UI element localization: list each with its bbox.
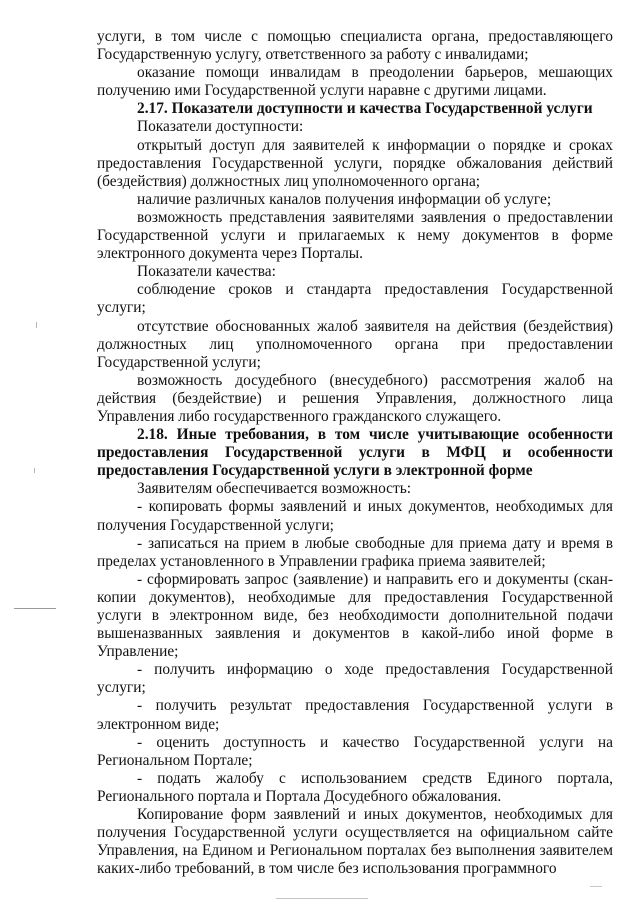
scan-artifact <box>276 898 368 899</box>
scan-artifact <box>14 608 56 609</box>
scan-artifact <box>36 322 37 328</box>
paragraph: возможность досудебного (внесудебного) рассмотрения жалоб на действия (бездействие) и решения Управления, должностного лица Управления либо государственного гражданского служащего. <box>97 371 613 425</box>
section-heading-2-18: 2.18. Иные требования, в том числе учитывающие особенности предоставления Государственной услуги в МФЦ и особенности предоставления Государственной услуги в электронной форме <box>97 426 613 480</box>
paragraph: соблюдение сроков и стандарта предоставления Государственной услуги; <box>97 281 613 317</box>
paragraph: оказание помощи инвалидам в преодолении барьеров, мешающих получению ими Государственной услуги наравне с другими лицами. <box>97 64 613 100</box>
document-body <box>97 28 613 878</box>
paragraph: отсутствие обоснованных жалоб заявителя на действия (бездействия) должностных лиц уполномоченного органа при предоставлении Государственной услуги; <box>97 317 613 371</box>
paragraph: Заявителям обеспечивается возможность: <box>137 480 412 498</box>
paragraph: Показатели качества: <box>137 263 276 281</box>
list-item: - получить информацию о ходе предоставления Государственной услуги; <box>97 661 613 697</box>
list-item: - сформировать запрос (заявление) и направить его и документы (скан-копии документов), необходимые для предоставления Государственной услуги в электронном виде, без необходимости дополнительной подачи вышеназванных заявления и документов в какой-либо иной форме в Управление; <box>97 570 613 661</box>
paragraph: Показатели доступности: <box>137 118 304 136</box>
scan-artifact <box>590 886 602 887</box>
list-item: - оценить доступность и качество Государственной услуги на Региональном Портале; <box>97 733 613 769</box>
paragraph: открытый доступ для заявителей к информации о порядке и сроках предоставления Государственной услуги, порядке обжалования действий (бездействия) должностных лиц уполномоченного органа; <box>97 136 613 190</box>
list-item: - копировать формы заявлений и иных документов, необходимых для получения Государственной услуги; <box>97 498 613 534</box>
list-item: - получить результат предоставления Государственной услуги в электронном виде; <box>97 697 613 733</box>
list-item: - подать жалобу с использованием средств Единого портала, Регионального портала и Портала Досудебного обжалования. <box>97 769 613 805</box>
list-item: - записаться на прием в любые свободные для приема дату и время в пределах установленного в Управлении графика приема заявителей; <box>97 534 613 570</box>
paragraph: наличие различных каналов получения информации об услуге; <box>137 190 552 208</box>
section-heading-2-17: 2.17. Показатели доступности и качества Государственной услуги <box>137 100 593 118</box>
paragraph-continuation: услуги, в том числе с помощью специалиста органа, предоставляющего Государственную услугу, ответственного за работу с инвалидами; <box>97 28 613 64</box>
paragraph: возможность представления заявителями заявления о предоставлении Государственной услуги и прилагаемых к нему документов в форме электронного документа через Порталы. <box>97 208 613 263</box>
paragraph: Копирование форм заявлений и иных документов, необходимых для получения Государственной услуги осуществляется на официальном сайте Управления, на Едином и Региональном порталах без выполнения заявителем каких-либо требований, в том числе без использования программного <box>97 806 613 878</box>
scan-artifact <box>34 468 35 473</box>
